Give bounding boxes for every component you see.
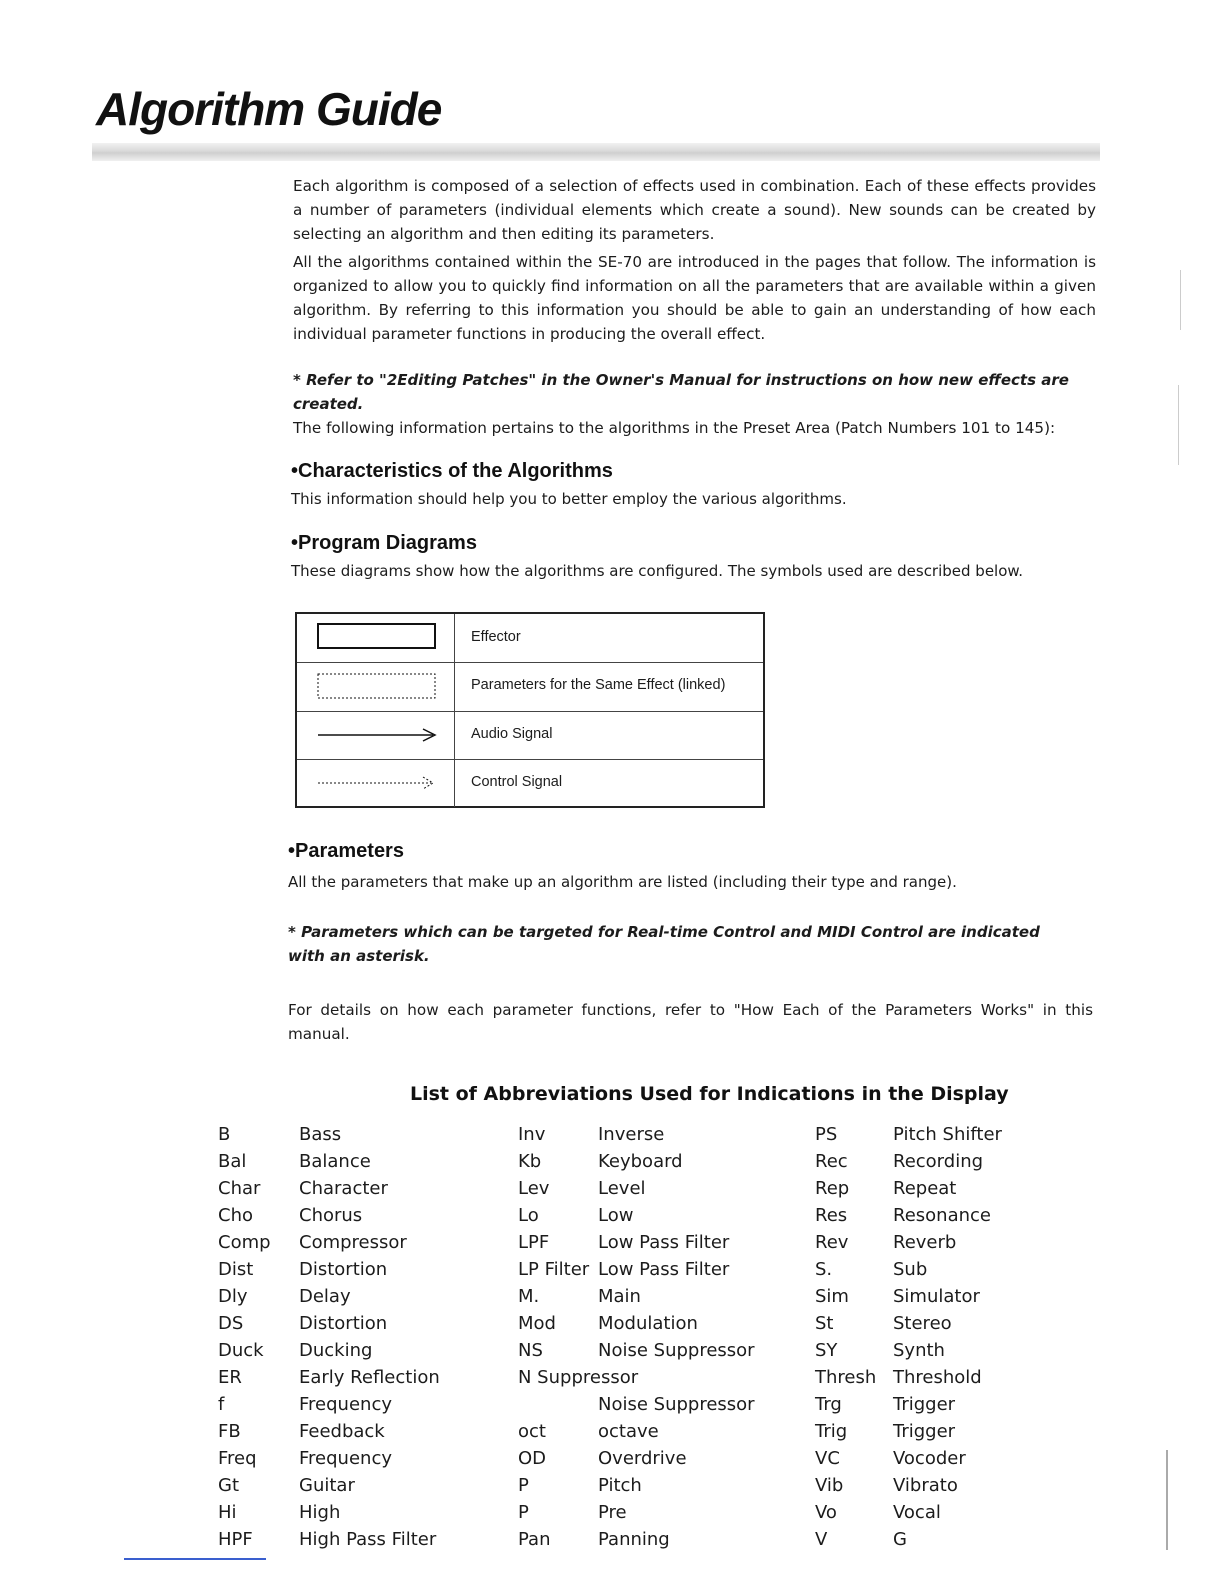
legend-label: Parameters for the Same Effect (linked) [471,677,726,693]
legend-symbol-cell [297,614,455,662]
abbreviation: LPF [518,1232,550,1253]
abbreviation: B [218,1124,231,1145]
program-diagrams-text: These diagrams show how the algorithms are configured. The symbols used are described below. [291,562,1024,580]
abbreviation: Duck [218,1340,264,1361]
abbreviation-meaning: Synth [893,1340,945,1361]
owners-manual-note: * Refer to "2Editing Patches" in the Owner's Manual for instructions on how new effects are created. [293,371,1069,413]
abbreviation: Thresh [815,1367,877,1388]
characteristics-heading: •Characteristics of the Algorithms [291,460,613,482]
abbreviation-row [815,1502,1095,1529]
dotted-box-icon [297,662,454,711]
abbreviation-row [518,1286,798,1313]
abbreviation-meaning: Keyboard [598,1151,683,1172]
abbreviation: Vib [815,1475,844,1496]
abbreviation: DS [218,1313,244,1334]
abbreviation: Rev [815,1232,849,1253]
abbreviations-column-2 [518,1124,798,1556]
abbreviation: oct [518,1421,546,1442]
abbreviation-row [815,1259,1095,1286]
abbreviation: Trig [815,1421,848,1442]
abbreviation-row [218,1286,498,1313]
abbreviation-meaning: Noise Suppressor [598,1394,755,1415]
abbreviation-meaning: Threshold [893,1367,982,1388]
abbreviation-meaning: Frequency [299,1394,392,1415]
abbreviation: FB [218,1421,241,1442]
characteristics-text: This information should help you to better employ the various algorithms. [291,490,847,508]
title-underline-bar [92,143,1100,161]
abbreviation: P [518,1502,529,1523]
abbreviation-meaning: G [893,1529,907,1550]
abbreviation-meaning: octave [598,1421,659,1442]
abbreviation: M. [518,1286,540,1307]
abbreviation-meaning: Early Reflection [299,1367,440,1388]
abbreviation-row [218,1232,498,1259]
abbreviation: Dist [218,1259,254,1280]
abbreviation-row [815,1151,1095,1178]
abbreviation-row [518,1529,798,1556]
abbreviation-meaning: Noise Suppressor [598,1340,755,1361]
legend-symbol-cell [297,662,455,711]
abbreviation-meaning: High [299,1502,341,1523]
abbreviation-row [218,1394,498,1421]
abbreviation-row [815,1421,1095,1448]
abbreviation-meaning: Overdrive [598,1448,687,1469]
parameters-heading: •Parameters [288,840,404,862]
abbreviation-meaning: Level [598,1178,646,1199]
preset-area-info: The following information pertains to the algorithms in the Preset Area (Patch Numbers 101 to 145): [293,419,1056,437]
abbreviation-meaning: Balance [299,1151,371,1172]
abbreviation-row [815,1475,1095,1502]
abbreviation-meaning: Trigger [893,1421,956,1442]
abbreviation: Lev [518,1178,550,1199]
abbreviations-column-1 [218,1124,498,1556]
solid-arrow-icon [297,711,454,759]
abbreviation-meaning: Bass [299,1124,342,1145]
abbreviation-meaning: Chorus [299,1205,363,1226]
abbreviation-row [218,1340,498,1367]
abbreviation-row [518,1367,798,1394]
abbreviation-meaning: Feedback [299,1421,385,1442]
abbreviation-row [518,1475,798,1502]
abbreviation-meaning: Vibrato [893,1475,958,1496]
abbreviation-meaning: Pitch Shifter [893,1124,1002,1145]
abbreviation-row [218,1151,498,1178]
abbreviation-row [518,1151,798,1178]
abbreviation: Rec [815,1151,848,1172]
abbreviations-title: List of Abbreviations Used for Indications in the Display [410,1083,1009,1105]
scan-mark [1178,385,1179,465]
abbreviation: Cho [218,1205,253,1226]
abbreviation: St [815,1313,834,1334]
parameters-text: All the parameters that make up an algorithm are listed (including their type and range). [288,873,957,891]
abbreviation-row [518,1178,798,1205]
scan-mark [1166,1450,1168,1550]
abbreviation: Comp [218,1232,271,1253]
abbreviation: Dly [218,1286,248,1307]
abbreviation-row [218,1178,498,1205]
abbreviation: PS [815,1124,838,1145]
abbreviation-meaning: Main [598,1286,641,1307]
abbreviation-meaning: Trigger [893,1394,956,1415]
abbreviation: P [518,1475,529,1496]
abbreviation: NS [518,1340,543,1361]
legend-symbol-cell [297,759,455,807]
abbreviation-row [815,1178,1095,1205]
abbreviation-row [218,1448,498,1475]
abbreviation-meaning: Sub [893,1259,928,1280]
realtime-control-note: * Parameters which can be targeted for Real-time Control and MIDI Control are indicated with an asterisk. [288,923,1040,965]
abbreviation: ER [218,1367,242,1388]
abbreviation: Inv [518,1124,546,1145]
legend-symbol-cell [297,711,455,759]
abbreviation-meaning: Vocal [893,1502,941,1523]
abbreviation: Mod [518,1313,556,1334]
legend-row-effector [297,614,763,663]
abbreviation-row [815,1124,1095,1151]
abbreviation-row [815,1529,1095,1556]
abbreviation-row [815,1205,1095,1232]
abbreviation-meaning: Frequency [299,1448,392,1469]
abbreviation: Vo [815,1502,837,1523]
abbreviation-meaning: Low [598,1205,634,1226]
abbreviation: Hi [218,1502,237,1523]
abbreviation-row [518,1259,798,1286]
abbreviation-meaning: Distortion [299,1259,388,1280]
details-text: For details on how each parameter functions, refer to "How Each of the Parameters Works" in this manual. [288,1001,1093,1043]
abbreviation-row [218,1313,498,1340]
intro-paragraph-1: Each algorithm is composed of a selection of effects used in combination. Each of these effects provides a number of parameters (individual elements which create a sound). New sounds can be created by selecting an algorithm and then editing its parameters. [293,177,1096,243]
abbreviation: N Suppressor [518,1367,639,1388]
dotted-arrow-icon [297,759,454,807]
abbreviation-meaning: Compressor [299,1232,407,1253]
abbreviation-row [815,1340,1095,1367]
abbreviation-meaning: Inverse [598,1124,665,1145]
abbreviation: SY [815,1340,838,1361]
abbreviation: Sim [815,1286,849,1307]
program-diagrams-heading: •Program Diagrams [291,532,477,554]
abbreviation-row [518,1340,798,1367]
abbreviation-meaning: Resonance [893,1205,991,1226]
abbreviations-column-3 [815,1124,1095,1556]
abbreviation-row [518,1421,798,1448]
abbreviation-row [518,1448,798,1475]
abbreviation-meaning: Pre [598,1502,627,1523]
abbreviation-meaning: Low Pass Filter [598,1232,730,1253]
abbreviation: Lo [518,1205,539,1226]
abbreviation: Freq [218,1448,257,1469]
abbreviation: VC [815,1448,840,1469]
intro-paragraph-2: All the algorithms contained within the SE-70 are introduced in the pages that follow. The information is organized to allow you to quickly find information on all the parameters that are available within a given algorithm. By referring to this information you should be able to gain an understanding of how each individual parameter functions in producing the overall effect. [293,253,1096,343]
legend-row-linked-parameters [297,662,763,712]
legend-row-control-signal [297,759,763,807]
abbreviation-meaning: Delay [299,1286,351,1307]
legend-label: Control Signal [471,774,563,790]
bottom-rule [124,1558,266,1560]
solid-box-icon [297,614,454,662]
abbreviation-row [815,1367,1095,1394]
abbreviation-meaning: Reverb [893,1232,957,1253]
scan-mark [1180,270,1181,330]
abbreviation-row [218,1475,498,1502]
abbreviation-row [518,1313,798,1340]
abbreviation: Res [815,1205,848,1226]
abbreviation-meaning: Pitch [598,1475,642,1496]
abbreviation-row [815,1394,1095,1421]
legend-row-audio-signal [297,711,763,760]
abbreviation-meaning: Recording [893,1151,984,1172]
abbreviation-meaning: Low Pass Filter [598,1259,730,1280]
abbreviation-meaning: Simulator [893,1286,980,1307]
abbreviation-row [518,1124,798,1151]
abbreviation-meaning: Stereo [893,1313,952,1334]
abbreviation: OD [518,1448,547,1469]
abbreviation-meaning: Repeat [893,1178,957,1199]
abbreviation-row [218,1502,498,1529]
abbreviation-row [815,1232,1095,1259]
abbreviation-row [218,1367,498,1394]
abbreviation-meaning: Character [299,1178,388,1199]
abbreviation-row [518,1205,798,1232]
abbreviation: LP Filter [518,1259,590,1280]
abbreviation-row [815,1448,1095,1475]
legend-label: Effector [471,629,521,645]
abbreviation: S. [815,1259,833,1280]
abbreviation-meaning: Distortion [299,1313,388,1334]
abbreviation: Trg [815,1394,842,1415]
abbreviation-row [218,1205,498,1232]
legend-label: Audio Signal [471,726,553,742]
abbreviation: Rep [815,1178,850,1199]
abbreviation-meaning: Modulation [598,1313,698,1334]
abbreviation-row [218,1421,498,1448]
abbreviation: V [815,1529,828,1550]
abbreviation: Bal [218,1151,247,1172]
abbreviation-row [518,1394,798,1421]
abbreviation-row [518,1232,798,1259]
abbreviation-meaning: Vocoder [893,1448,966,1469]
abbreviation: Pan [518,1529,551,1550]
abbreviation: Gt [218,1475,240,1496]
abbreviation-row [518,1502,798,1529]
abbreviation-row [815,1313,1095,1340]
abbreviation-meaning: High Pass Filter [299,1529,437,1550]
abbreviation-row [218,1529,498,1556]
symbol-legend-table [295,612,765,808]
abbreviation-meaning: Ducking [299,1340,373,1361]
abbreviation-row [218,1259,498,1286]
abbreviation-meaning: Guitar [299,1475,355,1496]
abbreviation-meaning: Panning [598,1529,670,1550]
abbreviation: Kb [518,1151,542,1172]
abbreviation: Char [218,1178,261,1199]
abbreviation: f [218,1394,225,1415]
abbreviation-row [815,1286,1095,1313]
abbreviation-row [218,1124,498,1151]
page-title: Algorithm Guide [96,83,442,135]
abbreviation: HPF [218,1529,253,1550]
